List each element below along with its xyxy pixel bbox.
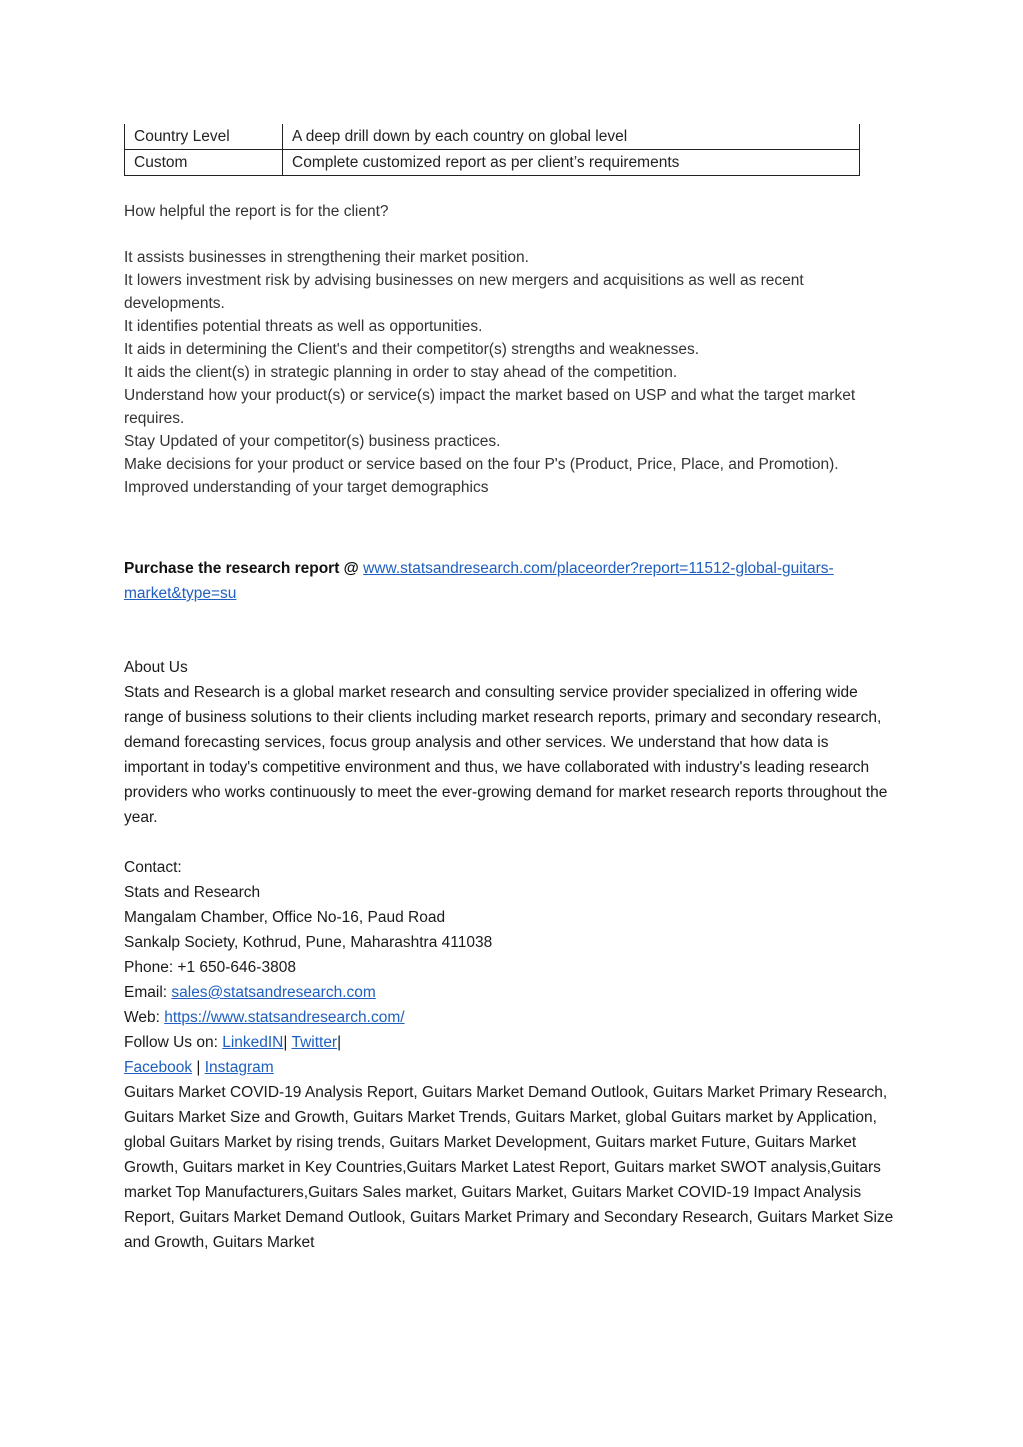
benefit-item: It lowers investment risk by advising businesses on new mergers and acquisitions as well as recent developments.: [124, 272, 804, 312]
separator: |: [337, 1034, 342, 1051]
table-cell-description: Complete customized report as per client’s requirements: [283, 150, 860, 176]
facebook-link[interactable]: Facebook: [124, 1059, 193, 1076]
contact-block: [124, 855, 894, 1080]
contact-address-line1: Mangalam Chamber, Office No-16, Paud Road: [124, 909, 446, 926]
about-section: [124, 655, 894, 1255]
benefit-item: Understand how your product(s) or service(s) impact the market based on USP and what the target market requires.: [124, 387, 856, 427]
purchase-link[interactable]: www.statsandresearch.com/placeorder?report=11512-global-guitars-market&type=su: [124, 560, 834, 602]
about-heading: About Us: [124, 659, 188, 676]
benefit-item: Stay Updated of your competitor(s) business practices.: [124, 433, 501, 450]
contact-phone: Phone: +1 650-646-3808: [124, 959, 296, 976]
contact-social-row: [124, 1055, 894, 1080]
benefit-item: It identifies potential threats as well as opportunities.: [124, 318, 483, 335]
instagram-link[interactable]: Instagram: [204, 1059, 274, 1076]
purchase-label: Purchase the research report @: [124, 560, 364, 577]
document-page: [124, 124, 894, 1255]
separator: |: [283, 1034, 288, 1051]
table-row: [125, 124, 860, 150]
linkedin-link[interactable]: LinkedIN: [222, 1034, 284, 1051]
follow-label: Follow Us on:: [124, 1034, 223, 1051]
contact-follow-row: [124, 1030, 894, 1055]
helpful-question: How helpful the report is for the client?: [124, 203, 389, 220]
helpful-section: [124, 200, 894, 499]
benefit-item: Improved understanding of your target demographics: [124, 479, 489, 496]
email-label: Email:: [124, 984, 172, 1001]
contact-web-row: [124, 1005, 894, 1030]
email-link[interactable]: sales@statsandresearch.com: [171, 984, 376, 1001]
web-label: Web:: [124, 1009, 165, 1026]
table-row: [125, 150, 860, 176]
web-link[interactable]: https://www.statsandresearch.com/: [164, 1009, 405, 1026]
about-body: Stats and Research is a global market research and consulting service provider specialized in offering wide range of business solutions to their clients including market research reports, primary and secondary research, demand forecasting services, focus group analysis and other services. We understand that how data is important in today's competitive environment and thus, we have collaborated with industry's leading research providers who works continuously to meet the ever-growing demand for market research reports throughout the year.: [124, 684, 888, 826]
benefit-item: It aids in determining the Client's and their competitor(s) strengths and weaknesses.: [124, 341, 700, 358]
report-scope-table: [124, 124, 860, 176]
contact-company: Stats and Research: [124, 884, 261, 901]
twitter-link[interactable]: Twitter: [291, 1034, 338, 1051]
table-cell-description: A deep drill down by each country on global level: [283, 124, 860, 150]
separator: |: [196, 1059, 201, 1076]
contact-address-line2: Sankalp Society, Kothrud, Pune, Maharashtra 411038: [124, 934, 493, 951]
contact-email-row: [124, 980, 894, 1005]
keywords-paragraph: Guitars Market COVID-19 Analysis Report, Guitars Market Demand Outlook, Guitars Market Primary Research, Guitars Market Size and Growth, Guitars Market Trends, Guitars Market, global Guitars market by Application, global Guitars Market by rising trends, Guitars Market Development, Guitars market Future, Guitars Market Growth, Guitars market in Key Countries,Guitars Market Latest Report, Guitars market SWOT analysis,Guitars market Top Manufacturers,Guitars Sales market, Guitars Market, Guitars Market COVID-19 Impact Analysis Report, Guitars Market Demand Outlook, Guitars Market Primary and Secondary Research, Guitars Market Size and Growth, Guitars Market: [124, 1084, 894, 1251]
benefit-item: It aids the client(s) in strategic planning in order to stay ahead of the competition.: [124, 364, 678, 381]
benefit-item: It assists businesses in strengthening their market position.: [124, 249, 529, 266]
purchase-section: [124, 556, 894, 606]
contact-heading: Contact:: [124, 859, 182, 876]
table-cell-label: Custom: [125, 150, 283, 176]
table-cell-label: Country Level: [125, 124, 283, 150]
benefit-item: Make decisions for your product or service based on the four P's (Product, Price, Place, and Promotion).: [124, 456, 839, 473]
